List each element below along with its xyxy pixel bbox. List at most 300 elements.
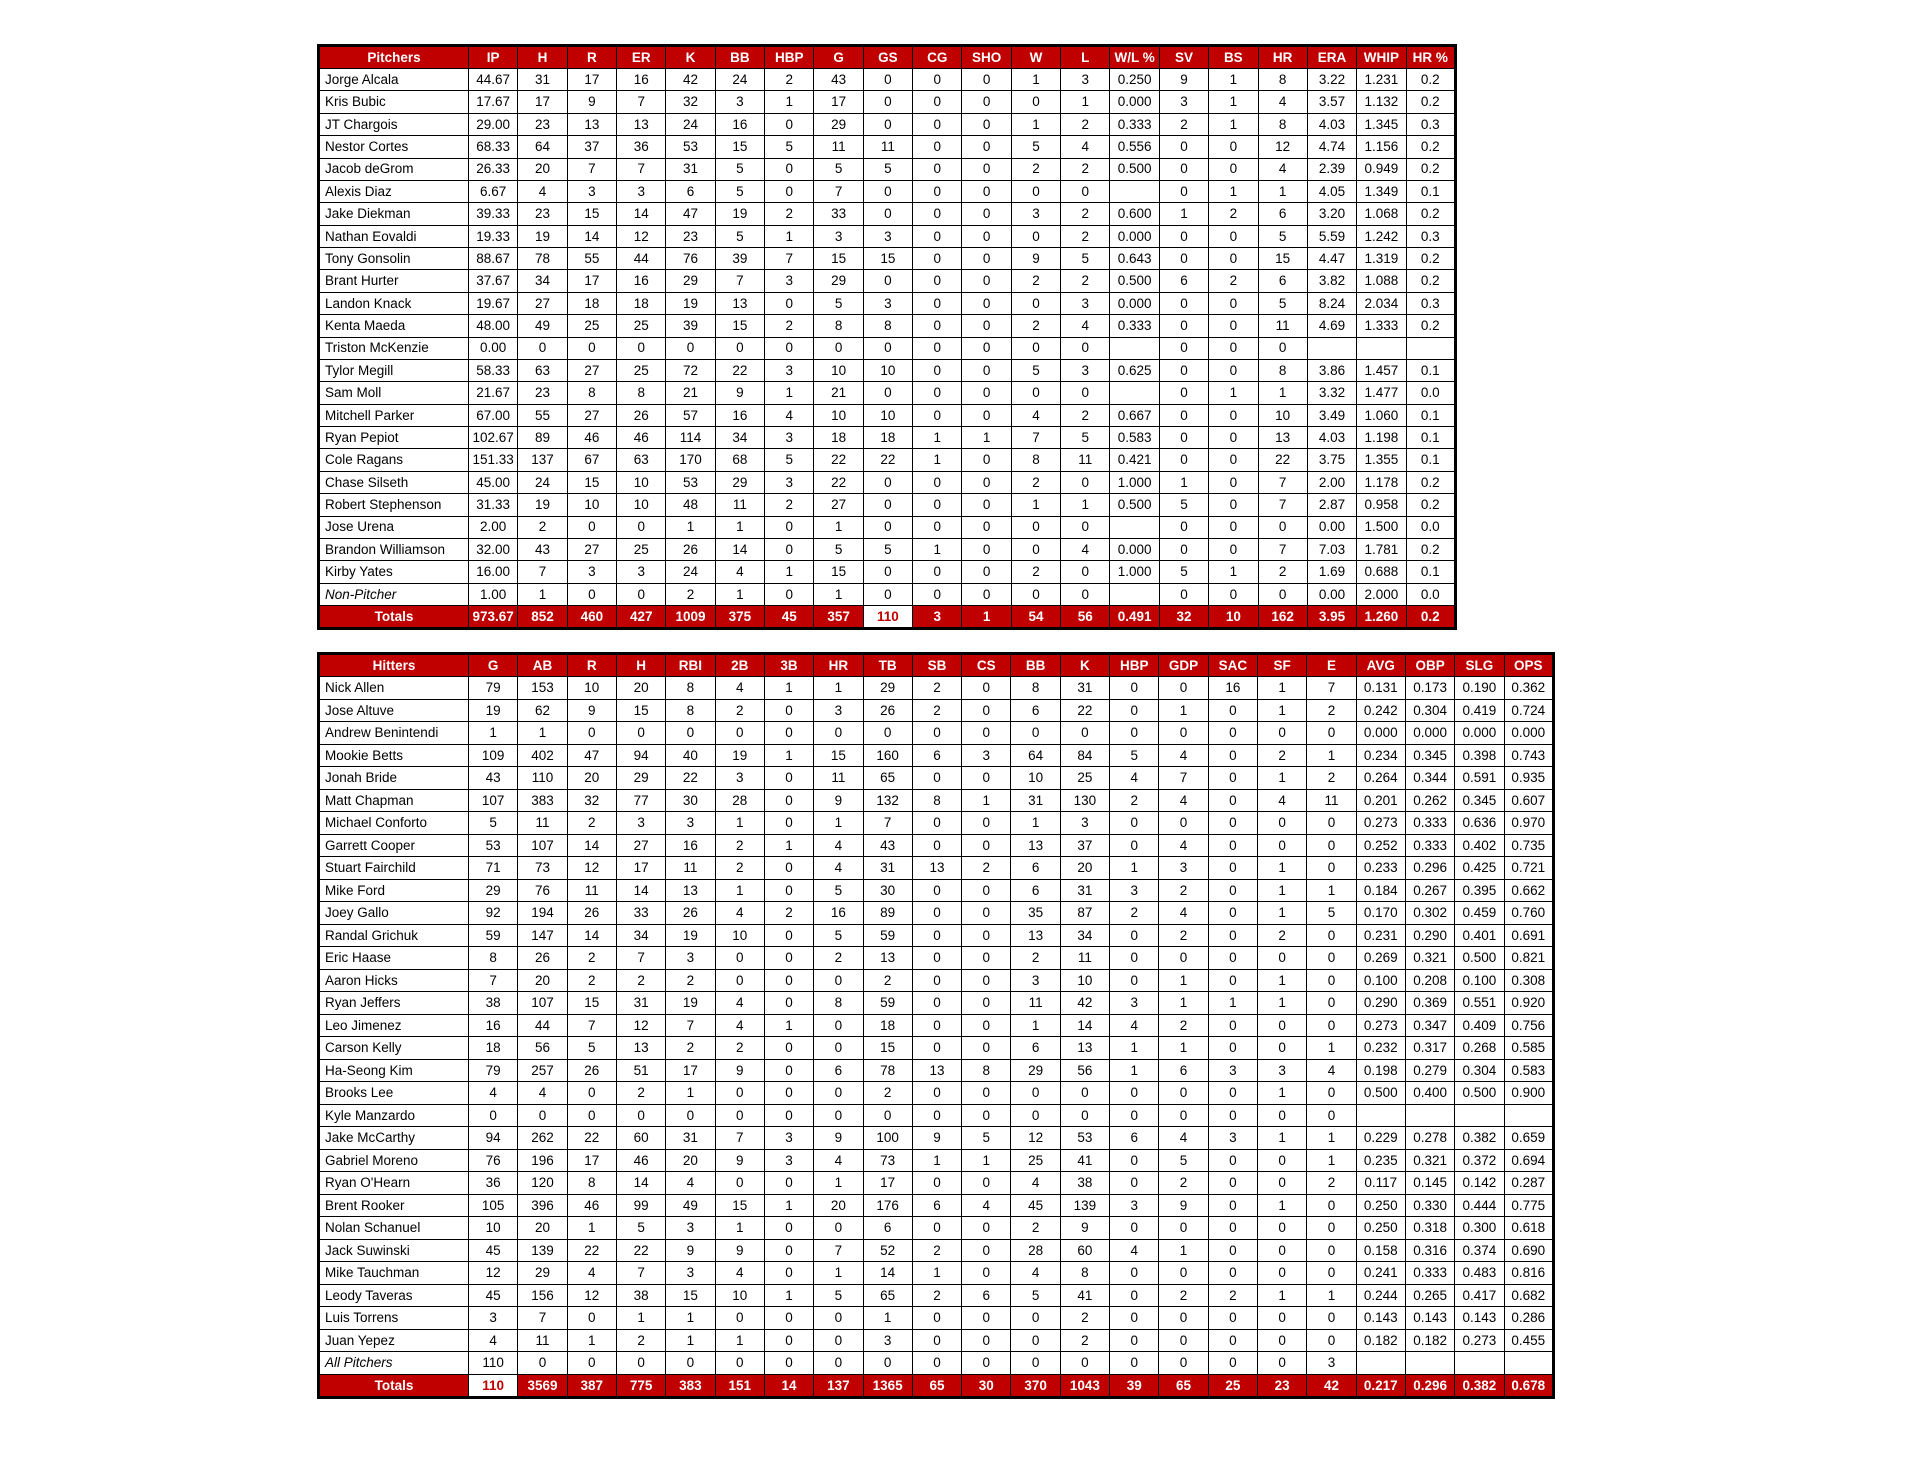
stat-cell: 0 bbox=[962, 1262, 1011, 1285]
stat-cell: 0 bbox=[1159, 1329, 1208, 1352]
column-header: ER bbox=[617, 46, 666, 69]
stat-cell: 1.198 bbox=[1357, 427, 1406, 449]
stat-cell: 19 bbox=[518, 225, 567, 247]
stat-cell: 5 bbox=[814, 292, 863, 314]
stat-cell: 5 bbox=[1061, 248, 1110, 270]
stat-cell: 0 bbox=[764, 722, 813, 745]
player-name-cell: Nathan Eovaldi bbox=[319, 225, 469, 247]
totals-stat-cell: 973.67 bbox=[469, 606, 518, 629]
stat-cell: 0 bbox=[1110, 1172, 1159, 1195]
stat-cell: 31 bbox=[616, 992, 665, 1015]
stat-cell: 0 bbox=[962, 494, 1011, 516]
stat-cell: 0 bbox=[962, 677, 1011, 700]
stat-cell: 0 bbox=[1209, 136, 1258, 158]
stat-cell: 0.0 bbox=[1406, 583, 1455, 605]
stat-cell: 0.500 bbox=[1110, 270, 1159, 292]
stat-cell: 45.00 bbox=[469, 471, 518, 493]
stat-cell: 20 bbox=[1060, 857, 1109, 880]
stat-cell: 8 bbox=[666, 677, 715, 700]
stat-cell: 0 bbox=[1208, 767, 1257, 790]
stat-cell: 0.316 bbox=[1405, 1239, 1454, 1262]
stat-cell: 7 bbox=[1258, 494, 1307, 516]
stat-cell: 0 bbox=[1011, 516, 1060, 538]
stat-cell: 0 bbox=[617, 516, 666, 538]
totals-stat-cell: 852 bbox=[518, 606, 567, 629]
stat-cell: 4 bbox=[715, 677, 764, 700]
stat-cell: 4.05 bbox=[1307, 180, 1356, 202]
stat-cell: 24 bbox=[666, 113, 715, 135]
stat-cell: 0.267 bbox=[1405, 879, 1454, 902]
stat-cell: 0 bbox=[962, 292, 1011, 314]
stat-cell: 1 bbox=[1061, 91, 1110, 113]
stat-cell: 0 bbox=[1209, 494, 1258, 516]
stat-cell: 6 bbox=[1011, 699, 1060, 722]
stat-cell: 4 bbox=[1258, 789, 1307, 812]
stat-cell: 1 bbox=[1011, 812, 1060, 835]
stat-cell: 0.500 bbox=[1110, 158, 1159, 180]
stat-cell: 0.000 bbox=[1504, 722, 1553, 745]
stat-cell: 0 bbox=[1209, 404, 1258, 426]
stat-cell: 1 bbox=[1159, 699, 1208, 722]
stat-cell: 0 bbox=[765, 538, 814, 560]
stat-cell: 0 bbox=[863, 471, 912, 493]
stat-cell: 12 bbox=[469, 1262, 518, 1285]
stat-cell: 102.67 bbox=[469, 427, 518, 449]
stat-cell: 0 bbox=[962, 1037, 1011, 1060]
stat-cell: 58.33 bbox=[469, 359, 518, 381]
table-row bbox=[319, 180, 1456, 202]
stat-cell: 2 bbox=[666, 969, 715, 992]
stat-cell: 78 bbox=[863, 1059, 912, 1082]
stat-cell: 31 bbox=[1060, 879, 1109, 902]
stat-cell: 8.24 bbox=[1307, 292, 1356, 314]
stat-cell: 1 bbox=[765, 382, 814, 404]
stat-cell: 0 bbox=[962, 879, 1011, 902]
stat-cell: 0.362 bbox=[1504, 677, 1553, 700]
stat-cell: 132 bbox=[863, 789, 912, 812]
stat-cell: 0 bbox=[962, 1217, 1011, 1240]
stat-cell: 31 bbox=[1060, 677, 1109, 700]
stat-cell: 1 bbox=[469, 722, 518, 745]
stat-cell: 0 bbox=[962, 113, 1011, 135]
stat-cell: 0 bbox=[1011, 583, 1060, 605]
column-header: HBP bbox=[765, 46, 814, 69]
table-row bbox=[319, 449, 1456, 471]
stat-cell: 31 bbox=[863, 857, 912, 880]
column-header: ERA bbox=[1307, 46, 1356, 69]
stat-cell: 3 bbox=[617, 561, 666, 583]
player-name-cell: Nestor Cortes bbox=[319, 136, 469, 158]
stat-cell: 21 bbox=[814, 382, 863, 404]
stat-cell: 1 bbox=[1159, 471, 1208, 493]
stat-cell: 25 bbox=[1011, 1149, 1060, 1172]
stat-cell: 0 bbox=[1110, 1284, 1159, 1307]
stat-cell: 0 bbox=[1060, 1082, 1109, 1105]
stat-cell: 0 bbox=[1208, 1172, 1257, 1195]
stat-cell: 0 bbox=[1110, 1307, 1159, 1330]
stat-cell: 0 bbox=[1061, 583, 1110, 605]
totals-label-cell: Totals bbox=[319, 606, 469, 629]
stat-cell: 100 bbox=[863, 1127, 912, 1150]
stat-cell: 0.333 bbox=[1405, 812, 1454, 835]
stat-cell: 5 bbox=[765, 136, 814, 158]
stat-cell: 18 bbox=[863, 427, 912, 449]
stat-cell: 0 bbox=[1208, 1194, 1257, 1217]
stat-cell: 0 bbox=[764, 699, 813, 722]
stat-cell: 14 bbox=[567, 225, 616, 247]
stat-cell: 5 bbox=[616, 1217, 665, 1240]
player-name-cell: Jake McCarthy bbox=[319, 1127, 469, 1150]
stat-cell: 0 bbox=[1208, 1262, 1257, 1285]
stat-cell: 0.142 bbox=[1455, 1172, 1504, 1195]
stat-cell: 0 bbox=[962, 767, 1011, 790]
stat-cell: 45 bbox=[1011, 1194, 1060, 1217]
stat-cell: 0 bbox=[617, 583, 666, 605]
stat-cell: 0.000 bbox=[1110, 538, 1159, 560]
stat-cell: 51 bbox=[616, 1059, 665, 1082]
stat-cell: 3.86 bbox=[1307, 359, 1356, 381]
table-row bbox=[319, 1352, 1554, 1375]
stat-cell: 0 bbox=[764, 857, 813, 880]
stat-cell: 0 bbox=[1307, 722, 1356, 745]
stat-cell: 0 bbox=[1208, 812, 1257, 835]
stat-cell: 0.265 bbox=[1405, 1284, 1454, 1307]
column-header: HR bbox=[814, 654, 863, 677]
stat-cell: 0 bbox=[863, 722, 912, 745]
table-row bbox=[319, 158, 1456, 180]
table-row bbox=[319, 924, 1554, 947]
stat-cell: 0 bbox=[962, 924, 1011, 947]
stat-cell: 0 bbox=[912, 969, 961, 992]
stat-cell: 0 bbox=[1110, 1082, 1159, 1105]
stat-cell: 0 bbox=[1159, 292, 1208, 314]
stat-cell: 0 bbox=[715, 1104, 764, 1127]
stat-cell: 0 bbox=[1209, 359, 1258, 381]
stat-cell: 1 bbox=[666, 1329, 715, 1352]
stat-cell: 0 bbox=[1159, 158, 1208, 180]
stat-cell: 0 bbox=[1159, 677, 1208, 700]
stat-cell: 0 bbox=[666, 1104, 715, 1127]
stat-cell: 0 bbox=[1209, 248, 1258, 270]
stat-cell: 0 bbox=[913, 270, 962, 292]
stat-cell: 0 bbox=[764, 1307, 813, 1330]
table-row bbox=[319, 1059, 1554, 1082]
column-header: SF bbox=[1258, 654, 1307, 677]
totals-stat-cell: 42 bbox=[1307, 1375, 1356, 1398]
stat-cell: 1 bbox=[764, 1284, 813, 1307]
stat-cell: 23 bbox=[666, 225, 715, 247]
stat-cell: 0.234 bbox=[1356, 744, 1405, 767]
stat-cell: 0 bbox=[764, 767, 813, 790]
player-name-cell: Nolan Schanuel bbox=[319, 1217, 469, 1240]
stat-cell: 77 bbox=[616, 789, 665, 812]
stat-cell: 11 bbox=[1307, 789, 1356, 812]
player-name-cell: Randal Grichuk bbox=[319, 924, 469, 947]
stat-cell: 0 bbox=[962, 902, 1011, 925]
stat-cell: 1 bbox=[765, 91, 814, 113]
stat-cell: 7 bbox=[715, 1127, 764, 1150]
stat-cell: 0 bbox=[1159, 404, 1208, 426]
stat-cell: 34 bbox=[715, 427, 764, 449]
table-row bbox=[319, 69, 1456, 91]
stat-cell: 5 bbox=[863, 538, 912, 560]
stat-cell: 9 bbox=[1159, 69, 1208, 91]
table-row bbox=[319, 337, 1456, 359]
stat-cell: 0 bbox=[1159, 516, 1208, 538]
stat-cell: 0 bbox=[1307, 857, 1356, 880]
player-name-cell: Joey Gallo bbox=[319, 902, 469, 925]
stat-cell: 9 bbox=[715, 1239, 764, 1262]
stat-cell: 29 bbox=[518, 1262, 567, 1285]
stat-cell: 0 bbox=[1110, 812, 1159, 835]
stat-cell: 11 bbox=[814, 767, 863, 790]
stat-cell: 15 bbox=[666, 1284, 715, 1307]
player-name-cell: Brant Hurter bbox=[319, 270, 469, 292]
stat-cell: 8 bbox=[469, 947, 518, 970]
stat-cell: 0 bbox=[1209, 427, 1258, 449]
column-header: L bbox=[1061, 46, 1110, 69]
stat-cell: 15 bbox=[616, 699, 665, 722]
stat-cell: 0.182 bbox=[1356, 1329, 1405, 1352]
stat-cell: 4 bbox=[962, 1194, 1011, 1217]
stat-cell: 4.74 bbox=[1307, 136, 1356, 158]
stat-cell: 27 bbox=[567, 359, 616, 381]
stat-cell: 0.3 bbox=[1406, 225, 1455, 247]
stat-cell: 2 bbox=[764, 902, 813, 925]
stat-cell bbox=[1110, 583, 1159, 605]
stat-cell: 0 bbox=[1011, 1329, 1060, 1352]
column-header: RBI bbox=[666, 654, 715, 677]
stat-cell: 0 bbox=[715, 1082, 764, 1105]
totals-stat-cell: 357 bbox=[814, 606, 863, 629]
stat-cell: 0 bbox=[814, 969, 863, 992]
stat-cell: 0 bbox=[1011, 1104, 1060, 1127]
stat-cell: 0.756 bbox=[1504, 1014, 1553, 1037]
stat-cell: 0.2 bbox=[1406, 270, 1455, 292]
stat-cell: 0 bbox=[913, 315, 962, 337]
stat-cell: 5 bbox=[1258, 225, 1307, 247]
totals-highlight-cell: 110 bbox=[469, 1375, 518, 1398]
stat-cell: 0 bbox=[1061, 337, 1110, 359]
stat-cell: 0 bbox=[962, 337, 1011, 359]
stat-cell: 0.2 bbox=[1406, 248, 1455, 270]
column-header: W bbox=[1011, 46, 1060, 69]
stat-cell: 0 bbox=[814, 722, 863, 745]
stat-cell: 0 bbox=[1307, 1217, 1356, 1240]
player-name-cell: Brandon Williamson bbox=[319, 538, 469, 560]
stat-cell: 27 bbox=[814, 494, 863, 516]
stat-cell: 2 bbox=[1060, 1329, 1109, 1352]
stat-cell: 13 bbox=[1258, 427, 1307, 449]
stat-cell: 0 bbox=[1011, 337, 1060, 359]
stat-cell: 7 bbox=[567, 158, 616, 180]
stat-cell: 4.03 bbox=[1307, 113, 1356, 135]
stat-cell: 9 bbox=[715, 1149, 764, 1172]
stat-cell: 0.198 bbox=[1356, 1059, 1405, 1082]
stat-cell: 3 bbox=[765, 427, 814, 449]
stat-cell: 53 bbox=[469, 834, 518, 857]
stat-cell: 65 bbox=[863, 767, 912, 790]
totals-stat-cell: 387 bbox=[567, 1375, 616, 1398]
totals-stat-cell: 370 bbox=[1011, 1375, 1060, 1398]
stat-cell: 0.235 bbox=[1356, 1149, 1405, 1172]
stat-cell: 42 bbox=[1060, 992, 1109, 1015]
stat-cell: 3.75 bbox=[1307, 449, 1356, 471]
stat-cell: 0 bbox=[765, 113, 814, 135]
stat-cell: 7 bbox=[518, 561, 567, 583]
player-name-cell: Michael Conforto bbox=[319, 812, 469, 835]
stat-cell: 120 bbox=[518, 1172, 567, 1195]
stat-cell: 1 bbox=[715, 812, 764, 835]
stat-cell: 0 bbox=[715, 1352, 764, 1375]
stat-cell: 2 bbox=[1159, 879, 1208, 902]
stat-cell: 5 bbox=[469, 812, 518, 835]
stat-cell: 0 bbox=[1307, 1014, 1356, 1037]
stat-cell: 0 bbox=[814, 1217, 863, 1240]
stat-cell: 2 bbox=[912, 1239, 961, 1262]
stat-cell: 0 bbox=[912, 1104, 961, 1127]
totals-stat-cell: 30 bbox=[962, 1375, 1011, 1398]
stat-cell bbox=[1356, 1104, 1405, 1127]
stat-cell: 0 bbox=[764, 947, 813, 970]
stat-cell: 0 bbox=[1307, 1307, 1356, 1330]
stat-cell: 0.1 bbox=[1406, 427, 1455, 449]
stat-cell: 0 bbox=[1258, 1172, 1307, 1195]
stat-cell: 24 bbox=[666, 561, 715, 583]
totals-stat-cell: 1043 bbox=[1060, 1375, 1109, 1398]
stat-cell: 2.034 bbox=[1357, 292, 1406, 314]
totals-stat-cell: 65 bbox=[912, 1375, 961, 1398]
stat-cell: 2 bbox=[666, 1037, 715, 1060]
stat-cell: 6 bbox=[666, 180, 715, 202]
stat-cell: 0.190 bbox=[1455, 677, 1504, 700]
stat-cell: 0.000 bbox=[1405, 722, 1454, 745]
stat-cell: 0.344 bbox=[1405, 767, 1454, 790]
stat-cell: 0 bbox=[962, 158, 1011, 180]
stat-cell: 0.241 bbox=[1356, 1262, 1405, 1285]
stat-cell: 0.958 bbox=[1357, 494, 1406, 516]
stat-cell: 0 bbox=[1159, 427, 1208, 449]
stat-cell: 1 bbox=[863, 1307, 912, 1330]
table-row bbox=[319, 812, 1554, 835]
stat-cell: 88.67 bbox=[469, 248, 518, 270]
stat-cell: 196 bbox=[518, 1149, 567, 1172]
stat-cell: 1 bbox=[1011, 494, 1060, 516]
stat-cell: 84 bbox=[1060, 744, 1109, 767]
stat-cell: 19 bbox=[666, 992, 715, 1015]
stat-cell: 12 bbox=[616, 1014, 665, 1037]
stat-cell: 0.321 bbox=[1405, 947, 1454, 970]
stat-cell: 0.500 bbox=[1455, 1082, 1504, 1105]
stat-cell: 5 bbox=[814, 158, 863, 180]
stat-cell: 0 bbox=[764, 969, 813, 992]
stat-cell: 0 bbox=[913, 292, 962, 314]
stat-cell: 1 bbox=[1159, 1239, 1208, 1262]
stat-cell: 39 bbox=[666, 315, 715, 337]
stat-cell: 1.156 bbox=[1357, 136, 1406, 158]
stat-cell: 1.477 bbox=[1357, 382, 1406, 404]
stat-cell: 3 bbox=[715, 767, 764, 790]
player-name-cell: Jake Diekman bbox=[319, 203, 469, 225]
stat-cell: 16 bbox=[814, 902, 863, 925]
stat-cell: 0 bbox=[1110, 1149, 1159, 1172]
stat-cell: 8 bbox=[1258, 69, 1307, 91]
stat-cell: 11 bbox=[518, 812, 567, 835]
stat-cell: 2 bbox=[1159, 113, 1208, 135]
totals-stat-cell: 162 bbox=[1258, 606, 1307, 629]
stat-cell: 4 bbox=[715, 992, 764, 1015]
table-row bbox=[319, 879, 1554, 902]
stat-cell: 1 bbox=[567, 1217, 616, 1240]
stat-cell: 4 bbox=[1258, 158, 1307, 180]
stat-cell: 0 bbox=[962, 516, 1011, 538]
stat-cell: 1 bbox=[1258, 857, 1307, 880]
stat-cell: 1 bbox=[1258, 1082, 1307, 1105]
player-name-cell: Andrew Benintendi bbox=[319, 722, 469, 745]
stat-cell: 2 bbox=[1258, 744, 1307, 767]
stat-cell: 89 bbox=[863, 902, 912, 925]
stat-cell: 0 bbox=[912, 879, 961, 902]
stat-cell: 0 bbox=[1307, 924, 1356, 947]
stat-cell: 22 bbox=[666, 767, 715, 790]
player-name-cell: Mike Tauchman bbox=[319, 1262, 469, 1285]
stat-cell: 29 bbox=[814, 113, 863, 135]
stat-cell: 3 bbox=[863, 225, 912, 247]
stat-cell: 0 bbox=[666, 1352, 715, 1375]
stat-cell: 29 bbox=[666, 270, 715, 292]
player-name-cell: Brent Rooker bbox=[319, 1194, 469, 1217]
stat-cell: 0.158 bbox=[1356, 1239, 1405, 1262]
stat-cell: 0 bbox=[1159, 722, 1208, 745]
stat-cell: 6 bbox=[1011, 857, 1060, 880]
stat-cell: 0 bbox=[1061, 180, 1110, 202]
stat-cell: 0 bbox=[814, 1037, 863, 1060]
stat-cell: 1.060 bbox=[1357, 404, 1406, 426]
stat-cell: 1 bbox=[764, 1014, 813, 1037]
stat-cell: 0 bbox=[1208, 1149, 1257, 1172]
stat-cell: 14 bbox=[567, 834, 616, 857]
table-row bbox=[319, 1172, 1554, 1195]
stat-cell: 7 bbox=[814, 180, 863, 202]
stat-cell: 19.33 bbox=[469, 225, 518, 247]
stat-cell: 1 bbox=[1110, 1037, 1159, 1060]
stat-cell: 35 bbox=[1011, 902, 1060, 925]
player-name-cell: Mike Ford bbox=[319, 879, 469, 902]
stat-cell: 17 bbox=[814, 91, 863, 113]
stat-cell: 5 bbox=[765, 449, 814, 471]
stat-cell: 0 bbox=[1011, 180, 1060, 202]
stat-cell: 15 bbox=[567, 203, 616, 225]
stat-cell: 4 bbox=[1258, 91, 1307, 113]
stat-cell: 1 bbox=[1307, 1284, 1356, 1307]
stat-cell: 1 bbox=[1011, 1014, 1060, 1037]
stat-cell: 3 bbox=[1159, 91, 1208, 113]
stat-cell: 8 bbox=[814, 992, 863, 1015]
table-row bbox=[319, 248, 1456, 270]
stat-cell: 7 bbox=[1307, 677, 1356, 700]
stat-cell: 0 bbox=[962, 538, 1011, 560]
stat-cell: 9 bbox=[1011, 248, 1060, 270]
stat-cell: 0.250 bbox=[1110, 69, 1159, 91]
stat-cell: 0 bbox=[962, 315, 1011, 337]
stat-cell: 43 bbox=[518, 538, 567, 560]
totals-stat-cell: 23 bbox=[1258, 1375, 1307, 1398]
column-header: W/L % bbox=[1110, 46, 1159, 69]
stat-cell: 107 bbox=[518, 992, 567, 1015]
stat-cell: 1 bbox=[814, 1172, 863, 1195]
stat-cell: 0.816 bbox=[1504, 1262, 1553, 1285]
stat-cell: 3 bbox=[764, 1149, 813, 1172]
